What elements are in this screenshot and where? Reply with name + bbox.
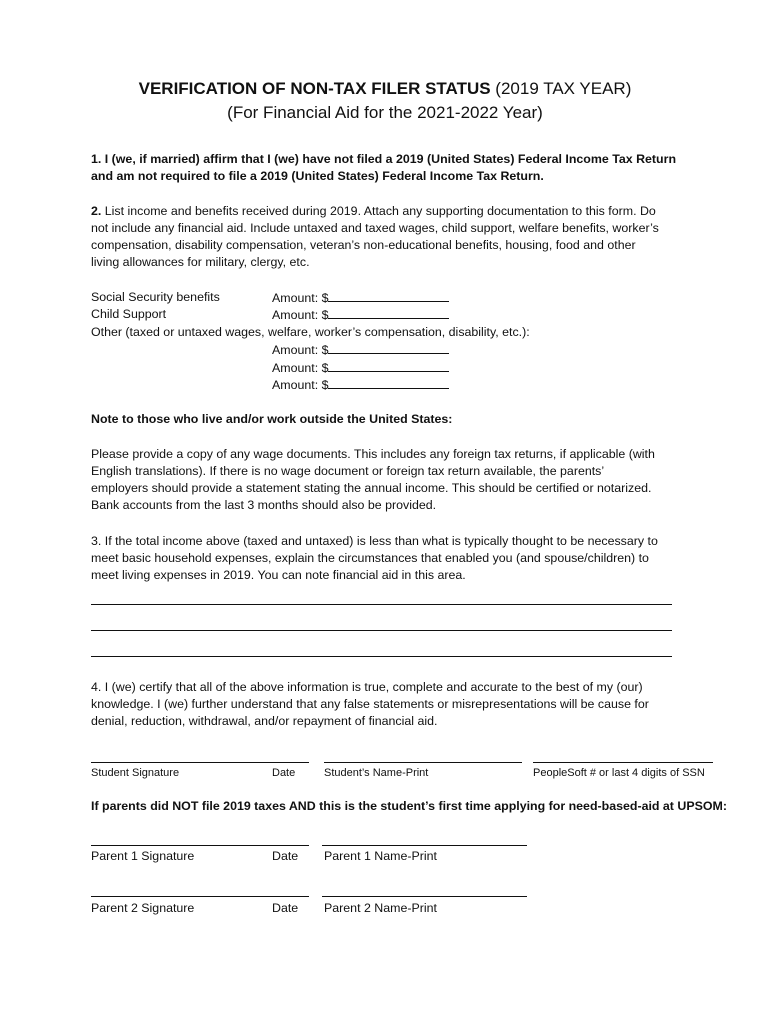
amount-row-social-security[interactable] <box>272 289 449 307</box>
explanation-line-3[interactable] <box>91 656 672 657</box>
section-4-line: knowledge. I (we) further understand that any false statements or misrepresentations will be cause for <box>91 697 649 711</box>
parent-2-date-label: Date <box>272 901 299 915</box>
note-line: Please provide a copy of any wage documents. This includes any foreign tax returns, if applicable (with <box>91 447 655 461</box>
section-2 <box>91 203 691 271</box>
explanation-line-2[interactable] <box>91 630 672 631</box>
parent-1-name-label: Parent 1 Name-Print <box>324 849 437 863</box>
note-body <box>91 446 691 514</box>
section-3 <box>91 533 691 584</box>
amount-label: Amount: $ <box>272 343 329 357</box>
section-4-line: 4. I (we) certify that all of the above information is true, complete and accurate to the best of my (our) <box>91 680 643 694</box>
section-3-line: meet basic household expenses, explain the circumstances that enabled you (and spouse/children) to <box>91 551 649 565</box>
amount-row-child-support[interactable] <box>272 306 449 324</box>
section-1-line: and am not required to file a 2019 (United States) Federal Income Tax Return. <box>91 169 544 183</box>
section-4 <box>91 679 691 730</box>
section-2-line: not include any financial aid. Include untaxed and taxed wages, child support, welfare benefits, worker’s <box>91 221 659 235</box>
parent-1-signature-line[interactable] <box>91 845 309 846</box>
parent-2-signature-line[interactable] <box>91 896 309 897</box>
parent-2-signature-label: Parent 2 Signature <box>91 901 195 915</box>
amount-label: Amount: $ <box>272 308 329 322</box>
note-line: English translations). If there is no wage document or foreign tax return available, the parents’ <box>91 464 605 478</box>
amount-blank[interactable] <box>328 306 449 319</box>
student-id-line[interactable] <box>533 762 713 763</box>
section-1 <box>91 151 691 185</box>
section-2-line: compensation, disability compensation, veteran’s non-educational benefits, housing, food and other <box>91 238 636 252</box>
student-name-line[interactable] <box>324 762 522 763</box>
amount-blank[interactable] <box>328 289 449 302</box>
section-1-line: 1. I (we, if married) affirm that I (we) have not filed a 2019 (United States) Federal Income Tax Return <box>91 152 677 166</box>
note-line: employers should provide a statement stating the annual income. This should be certified or notarized. <box>91 481 652 495</box>
parent-1-signature-label: Parent 1 Signature <box>91 849 195 863</box>
parent-2-name-line[interactable] <box>322 896 527 897</box>
section-3-line: meet living expenses in 2019. You can note financial aid in this area. <box>91 568 466 582</box>
amount-blank[interactable] <box>328 341 449 354</box>
section-4-line: denial, reduction, withdrawal, and/or repayment of financial aid. <box>91 714 438 728</box>
title-bold: VERIFICATION OF NON-TAX FILER STATUS <box>138 79 491 98</box>
amount-row-other-2[interactable] <box>272 359 449 377</box>
student-signature-label: Student Signature <box>91 767 180 779</box>
page-subtitle: (For Financial Aid for the 2021-2022 Year) <box>227 103 543 122</box>
explanation-line-1[interactable] <box>91 604 672 605</box>
amount-label: Amount: $ <box>272 378 329 392</box>
note-heading: Note to those who live and/or work outside the United States: <box>91 412 453 426</box>
amount-blank[interactable] <box>328 376 449 389</box>
section-2-number: 2. <box>91 204 102 218</box>
amount-label: Amount: $ <box>272 361 329 375</box>
note-line: Bank accounts from the last 3 months should also be provided. <box>91 498 437 512</box>
title-year: (2019 TAX YEAR) <box>490 79 632 98</box>
amount-label: Amount: $ <box>272 291 329 305</box>
section-2-text: List income and benefits received during 2019. Attach any supporting documentation to this form. Do <box>101 204 656 218</box>
student-signature-line[interactable] <box>91 762 309 763</box>
parent-1-name-line[interactable] <box>322 845 527 846</box>
amount-row-other-1[interactable] <box>272 341 449 359</box>
parents-heading: If parents did NOT file 2019 taxes AND this is the student’s first time applying for need-based-aid at UPSOM: <box>91 799 727 813</box>
other-income-label: Other (taxed or untaxed wages, welfare, worker’s compensation, disability, etc.): <box>91 325 530 339</box>
amount-blank[interactable] <box>328 359 449 372</box>
social-security-label: Social Security benefits <box>91 290 220 304</box>
parent-2-name-label: Parent 2 Name-Print <box>324 901 437 915</box>
parent-1-date-label: Date <box>272 849 299 863</box>
section-2-line <box>91 203 691 220</box>
section-2-line: living allowances for military, clergy, etc. <box>91 255 310 269</box>
page-title <box>0 78 770 100</box>
amount-row-other-3[interactable] <box>272 376 449 394</box>
student-id-label: PeopleSoft # or last 4 digits of SSN <box>533 767 705 779</box>
student-date-label: Date <box>272 767 296 779</box>
section-3-line: 3. If the total income above (taxed and untaxed) is less than what is typically thought to be necessary to <box>91 534 658 548</box>
child-support-label: Child Support <box>91 307 167 321</box>
student-name-label: Student’s Name-Print <box>324 767 429 779</box>
